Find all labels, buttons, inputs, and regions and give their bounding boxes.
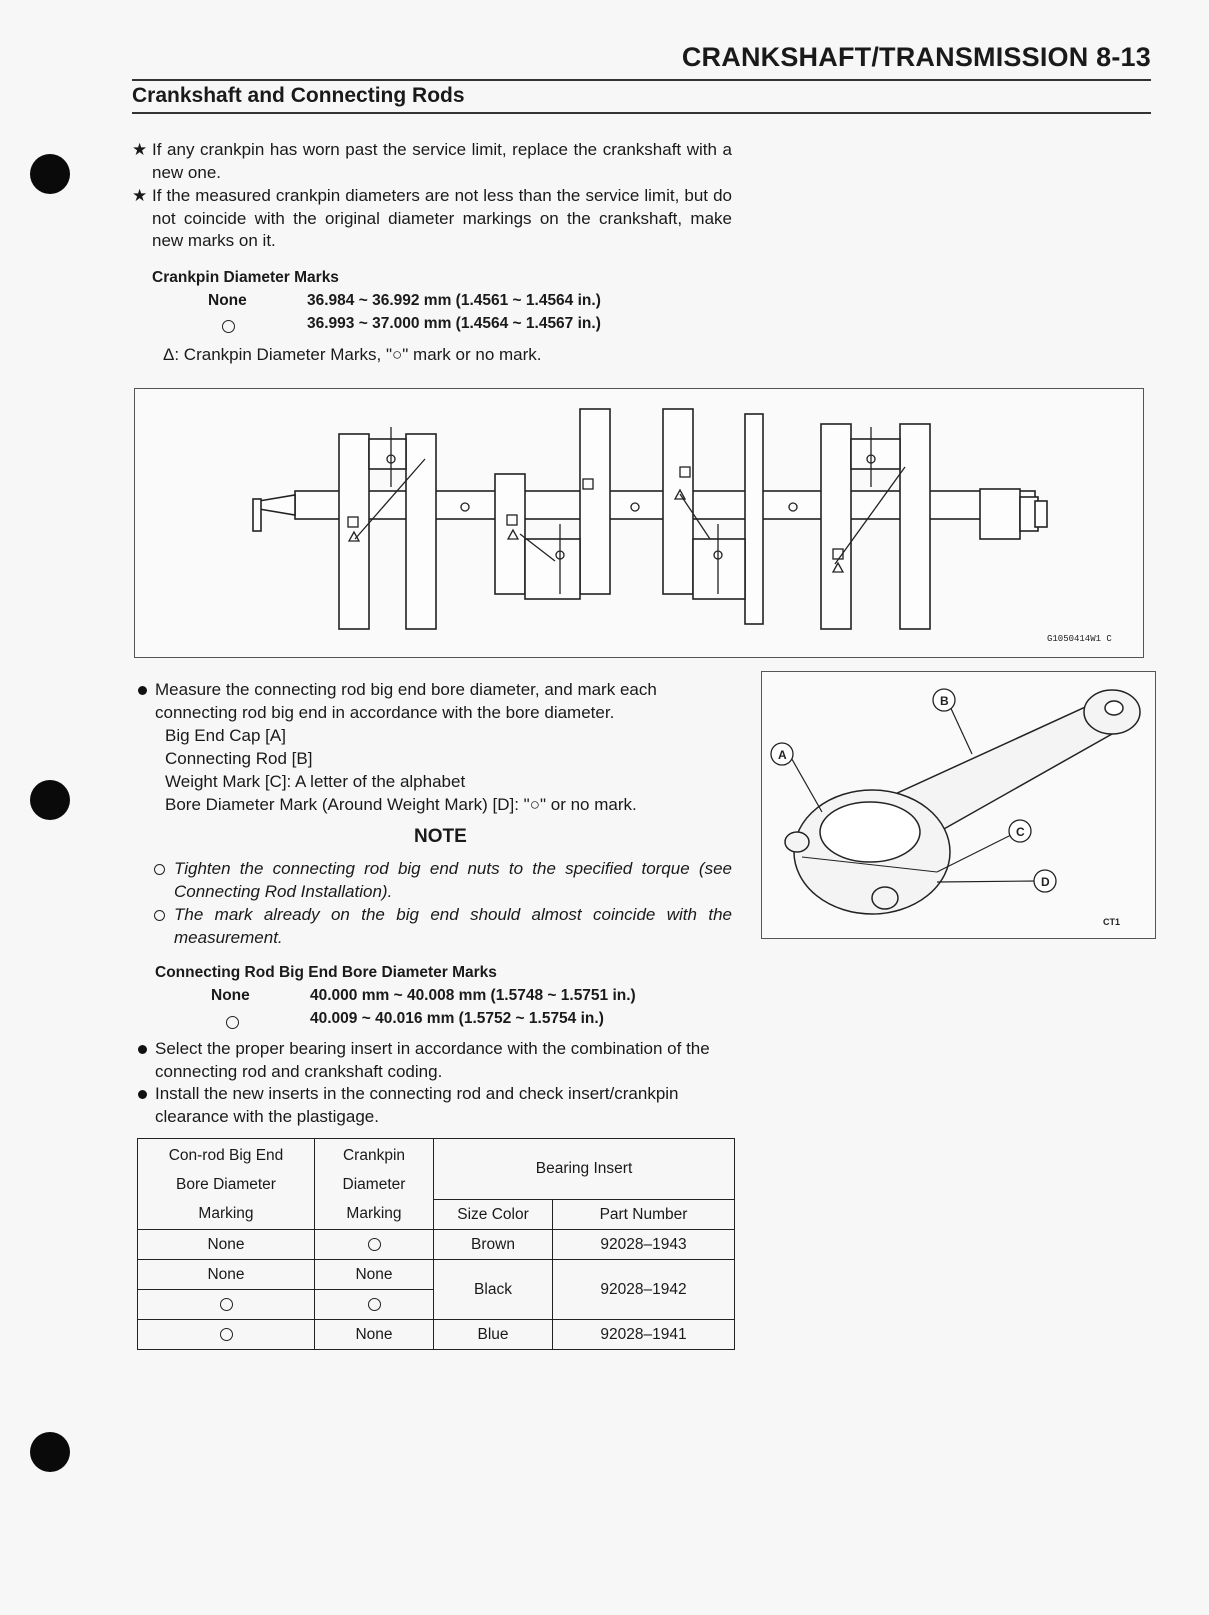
star-item [132,139,732,184]
circle-mark-icon [315,1230,434,1260]
note-title: NOTE [414,826,467,847]
note-circle-icon [154,864,165,875]
table-header-bore: Con-rod Big End Bore Diameter Marking [138,1139,315,1230]
circle-mark-icon [138,1320,315,1350]
connecting-rod-figure [761,671,1156,939]
bore-marks-heading: Connecting Rod Big End Bore Diameter Marks [155,964,497,981]
circle-mark-icon [315,1290,434,1320]
bullet-dot [138,686,147,695]
figure-code: CT1 [1103,917,1121,927]
crankpin-caption: Δ: Crankpin Diameter Marks, "○" mark or no mark. [163,345,542,364]
table-header-crankpin: Crankpin Diameter Marking [315,1139,434,1230]
section-rule [132,112,1151,114]
table-header-part-number: Part Number [553,1200,735,1230]
table-row: None Blue 92028–1941 [138,1320,735,1350]
figure-code: G1050414W1 C [1047,634,1112,644]
label-d: D [1041,875,1050,889]
bullet-text: Install the new inserts in the connecting rod and check insert/crankpin clearance with the plastigage. [155,1084,679,1126]
legend-line: Weight Mark [C]: A letter of the alphabet [165,772,466,791]
star-item-text: If the measured crankpin diameters are not less than the service limit, but do not coincide with the original diameter markings on the crankshaft, make new marks on it. [152,186,732,251]
label-c: C [1016,825,1025,839]
bullet-dot [138,1045,147,1054]
label-b: B [940,694,949,708]
star-item [132,185,732,253]
connecting-rod-diagram [762,672,1155,938]
section-title: Crankshaft and Connecting Rods [132,84,465,107]
bullet-dot [138,1090,147,1099]
spec-value: 40.000 mm ~ 40.008 mm (1.5748 ~ 1.5751 in.) [310,987,636,1004]
note-item [154,858,732,903]
table-row: None Brown 92028–1943 [138,1230,735,1260]
star-icon: ★ [132,140,148,159]
header-rule [132,79,1151,81]
circle-mark-icon [222,318,235,336]
spec-value: 40.009 ~ 40.016 mm (1.5752 ~ 1.5754 in.) [310,1010,604,1027]
star-item-text: If any crankpin has worn past the service limit, replace the crankshaft with a new one. [152,140,732,182]
star-icon: ★ [132,186,148,205]
page-title: CRANKSHAFT/TRANSMISSION 8-13 [681,42,1151,72]
table-row: None None Black 92028–1942 [138,1260,735,1290]
punch-hole [30,780,70,820]
note-item [154,904,732,949]
table-header-bearing-insert: Bearing Insert [434,1139,735,1200]
label-a: A [778,748,787,762]
bullet-item [136,1083,734,1128]
note-text: Tighten the connecting rod big end nuts to the specified torque (see Connecting Rod Installation). [174,859,732,901]
punch-hole [30,1432,70,1472]
note-circle-icon [154,910,165,921]
crankpin-marks-heading: Crankpin Diameter Marks [152,269,339,286]
spec-value: 36.993 ~ 37.000 mm (1.4564 ~ 1.4567 in.) [307,315,601,332]
spec-mark: None [211,987,250,1004]
legend-line: Connecting Rod [B] [165,749,313,768]
note-text: The mark already on the big end should almost coincide with the measurement. [174,905,732,947]
spec-value: 36.984 ~ 36.992 mm (1.4561 ~ 1.4564 in.) [307,292,601,309]
bullet-text: Select the proper bearing insert in accordance with the combination of the connecting rod and crankshaft coding. [155,1039,710,1081]
crankshaft-figure [134,388,1144,658]
legend-line: Bore Diameter Mark (Around Weight Mark) [D]: "○" or no mark. [165,795,637,814]
spec-mark: None [208,292,247,309]
crankshaft-diagram [135,389,1143,657]
bullet-item [136,1038,734,1083]
legend-line: Big End Cap [A] [165,726,286,745]
circle-mark-icon [138,1290,315,1320]
bearing-table [137,1138,735,1350]
punch-hole [30,154,70,194]
bullet-item [136,679,734,724]
bullet-text: Measure the connecting rod big end bore diameter, and mark each connecting rod big end in accordance with the bore diameter. [155,680,657,722]
circle-mark-icon [226,1014,239,1032]
table-header-size-color: Size Color [434,1200,553,1230]
